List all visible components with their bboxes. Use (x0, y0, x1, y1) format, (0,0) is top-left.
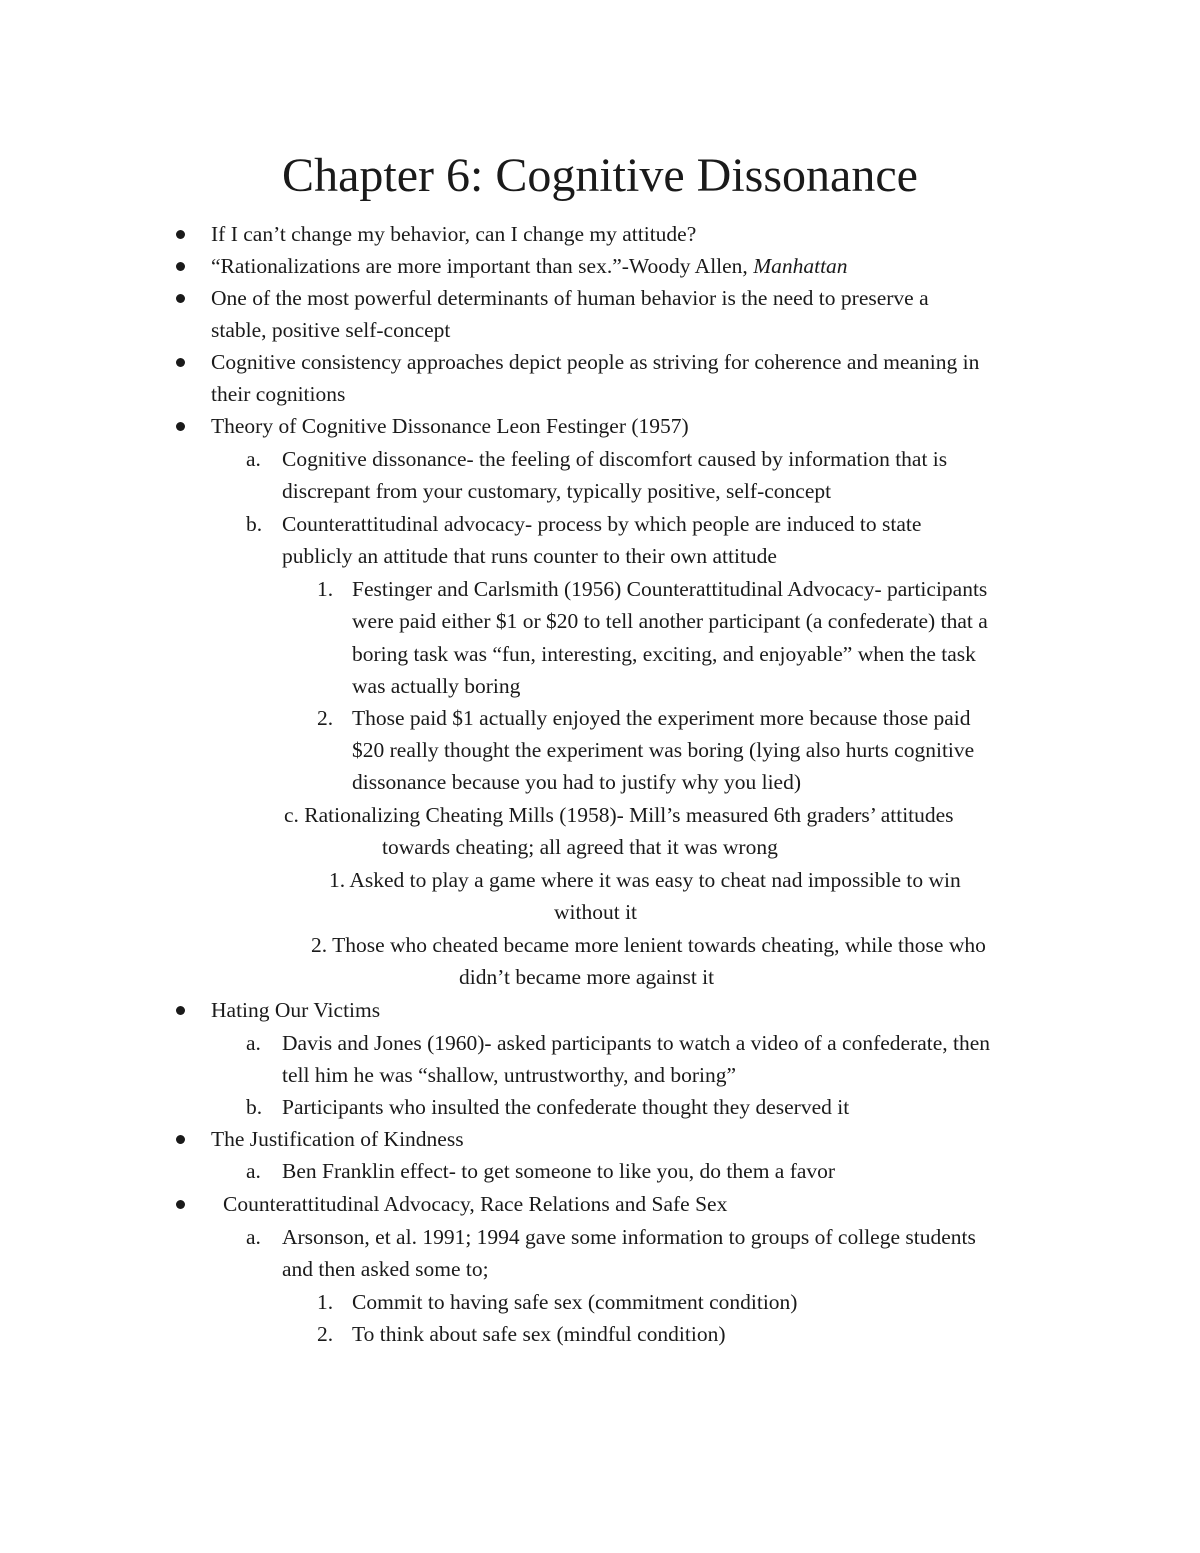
theory-b2-text-cont: dissonance because you had to justify why you lied) (352, 770, 802, 794)
bullet-icon (176, 1200, 185, 1209)
safe-sex-a-text: Arsonson, et al. 1991; 1994 gave some information to groups of college students (282, 1225, 976, 1249)
theory-c2-text-cont: didn’t became more against it (459, 965, 715, 989)
bullet-4-text-cont: their cognitions (211, 382, 346, 406)
bullet-4-text: Cognitive consistency approaches depict people as striving for coherence and meaning in (211, 350, 980, 374)
theory-b-text-cont: publicly an attitude that runs counter to their own attitude (282, 544, 777, 568)
safe-sex-item-2: To think about safe sex (mindful condition) (352, 1322, 726, 1346)
bullet-8-text: Counterattitudinal Advocacy, Race Relations and Safe Sex (223, 1192, 728, 1216)
quote-source: Manhattan (753, 254, 848, 278)
bullet-2-text (211, 250, 848, 282)
list-marker: 1. (317, 1290, 334, 1314)
theory-b1-text-cont: was actually boring (352, 674, 521, 698)
bullet-icon (176, 230, 185, 239)
bullet-3-text: One of the most powerful determinants of human behavior is the need to preserve a (211, 286, 929, 310)
theory-c2-text: 2. Those who cheated became more lenient towards cheating, while those who (311, 933, 986, 957)
bullet-1-text: If I can’t change my behavior, can I change my attitude? (211, 222, 697, 246)
bullet-icon (176, 1135, 185, 1144)
bullet-icon (176, 262, 185, 271)
theory-c-text: c. Rationalizing Cheating Mills (1958)- Mill’s measured 6th graders’ attitudes (284, 803, 954, 827)
bullet-icon (176, 1006, 185, 1015)
theory-b1-text-cont: were paid either $1 or $20 to tell another participant (a confederate) that a (352, 609, 988, 633)
list-marker: 2. (317, 706, 334, 730)
list-marker: 2. (317, 1322, 334, 1346)
theory-a-text-cont: discrepant from your customary, typically positive, self-concept (282, 479, 832, 503)
bullet-icon (176, 422, 185, 431)
list-marker: b. (246, 512, 263, 536)
theory-b-text: Counterattitudinal advocacy- process by which people are induced to state (282, 512, 922, 536)
safe-sex-item-1: Commit to having safe sex (commitment condition) (352, 1290, 798, 1314)
theory-b1-text: Festinger and Carlsmith (1956) Counterattitudinal Advocacy- participants (352, 577, 988, 601)
theory-a-text: Cognitive dissonance- the feeling of discomfort caused by information that is (282, 447, 948, 471)
theory-b2-text-cont: $20 really thought the experiment was boring (lying also hurts cognitive (352, 738, 975, 762)
list-marker: 1. (317, 577, 334, 601)
list-marker: a. (246, 1225, 261, 1249)
bullet-6-text: Hating Our Victims (211, 998, 381, 1022)
page-title: Chapter 6: Cognitive Dissonance (282, 149, 918, 202)
theory-b1-text-cont: boring task was “fun, interesting, exciting, and enjoyable” when the task (352, 642, 976, 666)
safe-sex-a-text-cont: and then asked some to; (282, 1257, 489, 1281)
list-marker: a. (246, 1159, 261, 1183)
quote-text: “Rationalizations are more important than sex.”-Woody Allen, (211, 254, 754, 278)
bullet-icon (176, 294, 185, 303)
list-marker: a. (246, 447, 261, 471)
list-marker: b. (246, 1095, 263, 1119)
theory-c1-text: 1. Asked to play a game where it was easy to cheat nad impossible to win (329, 868, 961, 892)
victims-a-text-cont: tell him he was “shallow, untrustworthy, and boring” (282, 1063, 736, 1087)
theory-c1-text-cont: without it (554, 900, 638, 924)
bullet-7-text: The Justification of Kindness (211, 1127, 464, 1151)
theory-c-text-cont: towards cheating; all agreed that it was wrong (382, 835, 778, 859)
victims-b-text: Participants who insulted the confederate thought they deserved it (282, 1095, 850, 1119)
theory-b2-text: Those paid $1 actually enjoyed the experiment more because those paid (352, 706, 971, 730)
victims-a-text: Davis and Jones (1960)- asked participants to watch a video of a confederate, then (282, 1031, 991, 1055)
bullet-3-text-cont: stable, positive self-concept (211, 318, 451, 342)
kindness-a-text: Ben Franklin effect- to get someone to like you, do them a favor (282, 1159, 836, 1183)
bullet-5-text: Theory of Cognitive Dissonance Leon Festinger (1957) (211, 414, 689, 438)
list-marker: a. (246, 1031, 261, 1055)
bullet-icon (176, 358, 185, 367)
